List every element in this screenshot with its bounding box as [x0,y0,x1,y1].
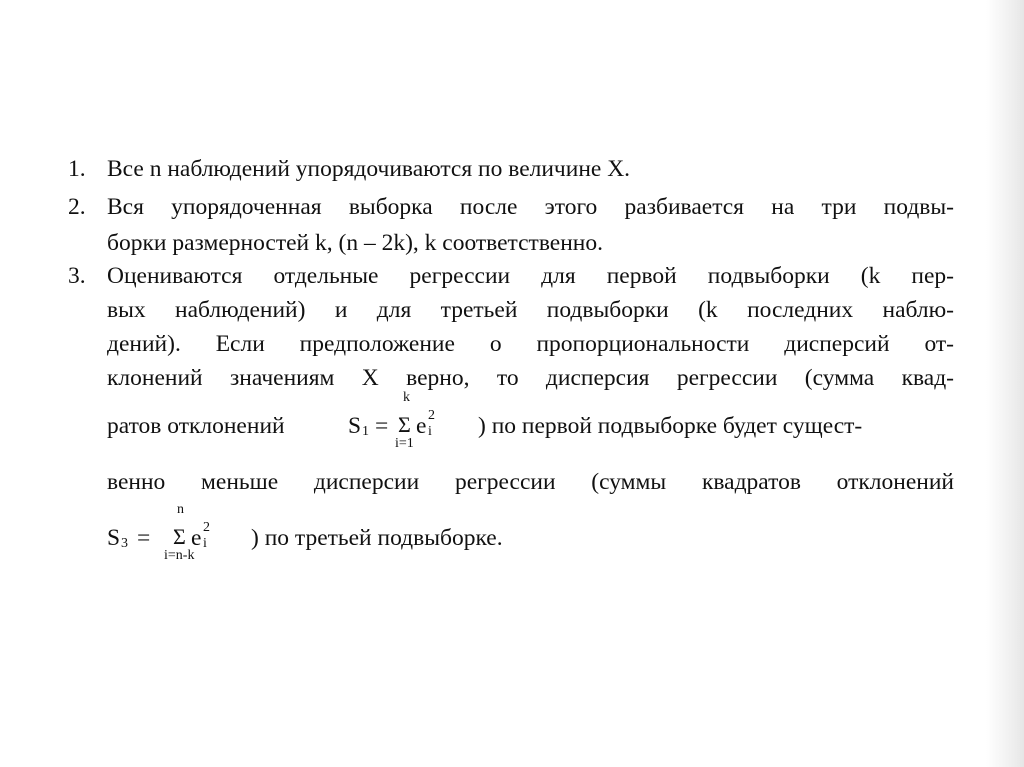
formula-upper-limit: k [403,390,410,405]
formula-term-sub: i [203,536,207,551]
formula-s3 [107,499,257,579]
item-text-line: ) по третьей подвыборке. [251,525,503,551]
item-text-line: дений). Если предположение о пропорциональности дисперсий от- [107,331,954,357]
formula-lower-limit: i=n-k [164,548,195,563]
formula-lhs: S [348,413,362,439]
formula-eq: = [375,413,389,439]
item-text-line: ) по первой подвыборке будет сущест- [478,413,863,439]
item-text-line: ратов отклонений [107,413,285,439]
item-number: 1. [68,156,86,182]
formula-term-sup: 2 [203,520,210,535]
item-text-line: борки размерностей k, (n – 2k), k соответственно. [107,230,603,256]
item-text-line: Вся упорядоченная выборка после этого разбивается на три подвы- [107,194,954,220]
sigma-icon: Σ [398,412,411,437]
formula-term: e [416,413,427,439]
item-number: 2. [68,194,86,220]
formula-lower-limit: i=1 [395,436,414,451]
item-number: 3. [68,263,86,289]
formula-term-sub: i [428,424,432,439]
item-text-line: Все n наблюдений упорядочиваются по величине X. [107,156,631,182]
item-text-line: венно меньше дисперсии регрессии (суммы квадратов отклонений [107,469,954,495]
formula-term: e [191,525,202,551]
formula-upper-limit: n [177,502,184,517]
item-text-line: Оцениваются отдельные регрессии для первой подвыборки (k пер- [107,263,954,289]
formula-s1 [348,387,468,467]
sigma-icon: Σ [173,524,186,549]
item-text-line: клонений значениям X верно, то дисперсия регрессии (сумма квад- [107,365,954,391]
item-text-line: вых наблюдений) и для третьей подвыборки (k последних наблю- [107,297,954,323]
formula-lhs: S [107,525,121,551]
formula-lhs-sub: 3 [121,536,128,551]
formula-eq: = [137,525,151,551]
slide-edge-shadow [986,0,1024,767]
formula-lhs-sub: 1 [362,424,369,439]
formula-term-sup: 2 [428,408,435,423]
